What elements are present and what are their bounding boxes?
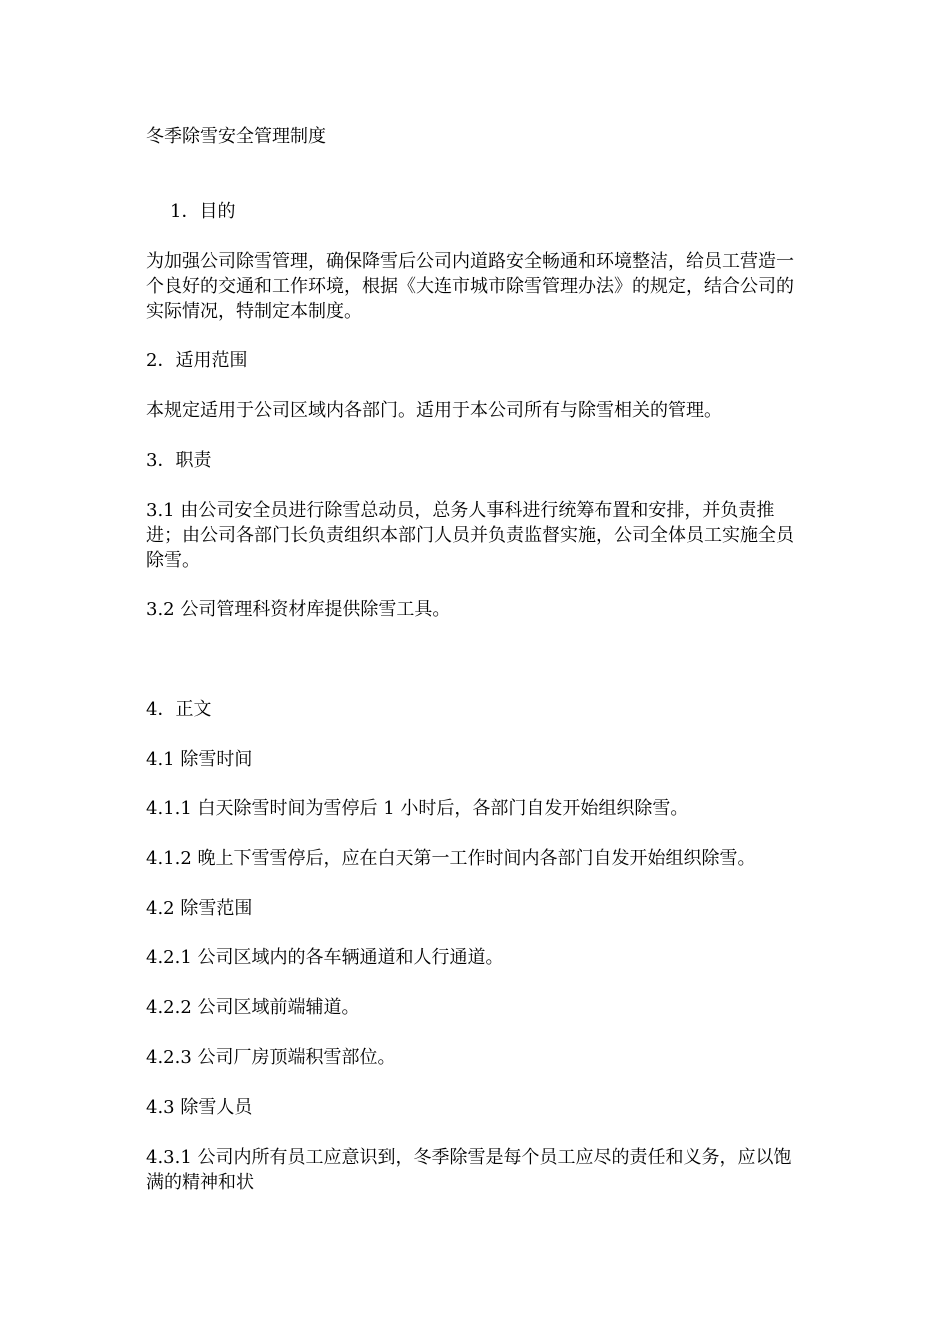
paragraph-4-2-2: 4.2.2 公司区域前端辅道。 [146,997,360,1018]
section-heading-main-text: 4．正文 [146,699,212,720]
paragraph-4-2-1: 4.2.1 公司区域内的各车辆通道和人行通道。 [146,947,504,968]
paragraph-purpose: 为加强公司除雪管理，确保降雪后公司内道路安全畅通和环境整洁，给员工营造一个良好的交通和工作环境，根据《大连市城市除雪管理办法》的规定，结合公司的实际情况，特制定本制度。 [146,251,794,322]
paragraph-4-3-1: 4.3.1 公司内所有员工应意识到，冬季除雪是每个员工应尽的责任和义务，应以饱满的精神和状 [146,1147,792,1193]
paragraph-3-1: 3.1 由公司安全员进行除雪总动员，总务人事科进行统筹布置和安排，并负责推进；由公司各部门长负责组织本部门人员并负责监督实施，公司全体员工实施全员除雪。 [146,500,794,571]
paragraph-4-1-2: 4.1.2 晚上下雪雪停后，应在白天第一工作时间内各部门自发开始组织除雪。 [146,848,756,869]
subheading-4-1: 4.1 除雪时间 [146,749,253,770]
subheading-4-2: 4.2 除雪范围 [146,898,253,919]
section-heading-responsibilities: 3．职责 [146,450,212,471]
document-title: 冬季除雪安全管理制度 [146,126,326,147]
paragraph-scope: 本规定适用于公司区域内各部门。适用于本公司所有与除雪相关的管理。 [146,400,722,421]
paragraph-4-2-3: 4.2.3 公司厂房顶端积雪部位。 [146,1047,396,1068]
paragraph-4-1-1: 4.1.1 白天除雪时间为雪停后 1 小时后，各部门自发开始组织除雪。 [146,798,689,819]
section-heading-scope: 2．适用范围 [146,350,248,371]
subheading-4-3: 4.3 除雪人员 [146,1097,253,1118]
section-heading-purpose: 1．目的 [170,201,236,222]
paragraph-3-2: 3.2 公司管理科资材库提供除雪工具。 [146,599,451,620]
